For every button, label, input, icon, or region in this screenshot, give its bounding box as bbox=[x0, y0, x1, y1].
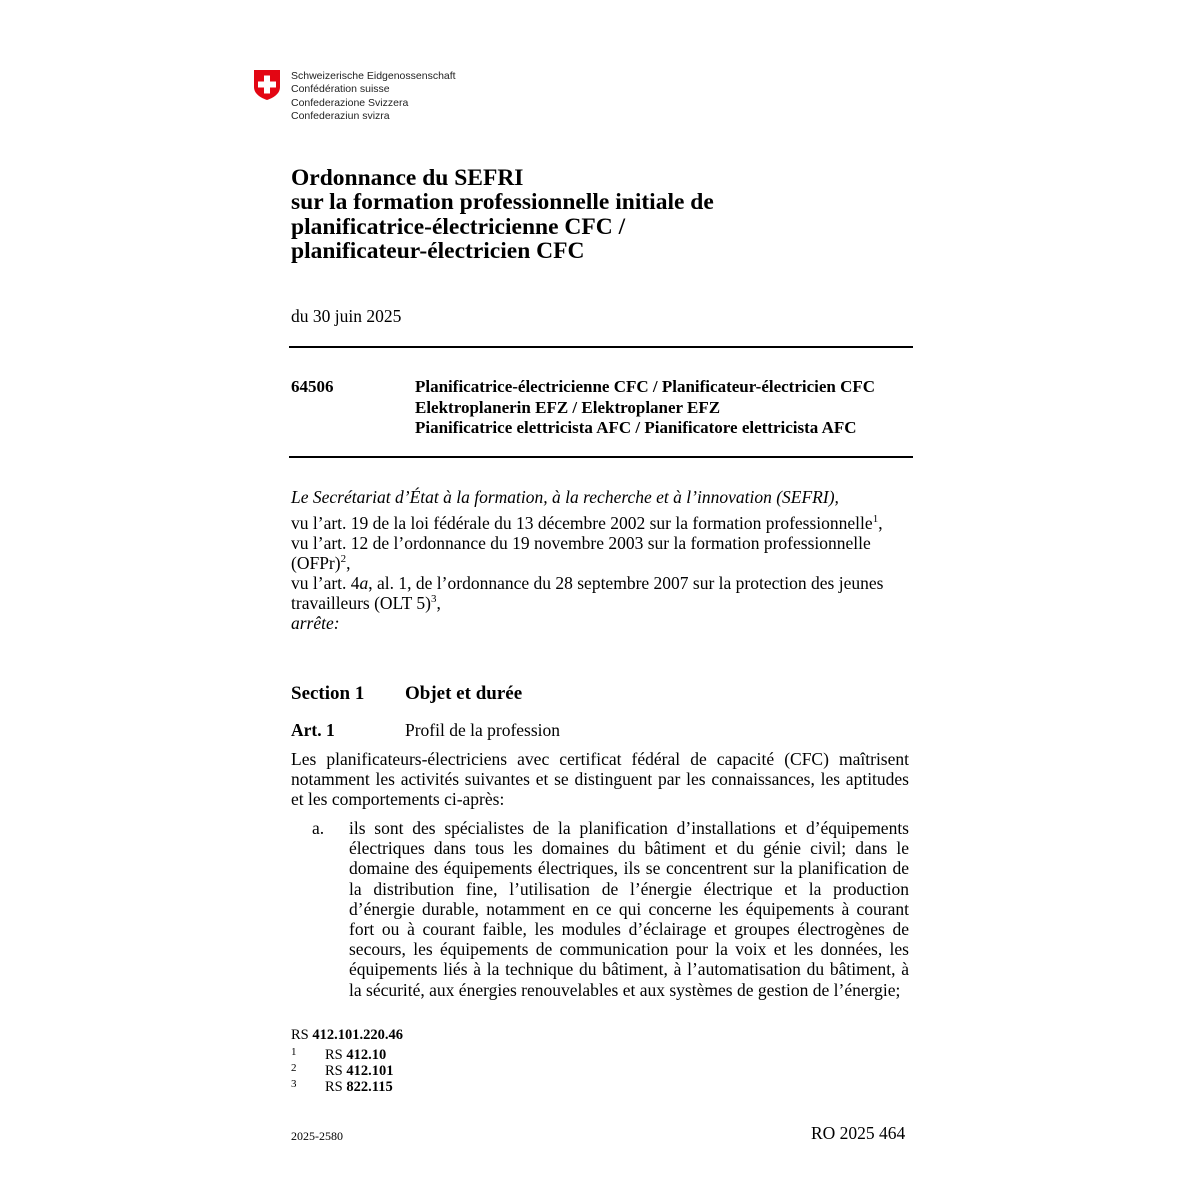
swiss-cross-logo bbox=[253, 69, 281, 101]
punct: , bbox=[436, 593, 441, 613]
footnote-ref[interactable]: 412.101 bbox=[346, 1063, 394, 1079]
confederation-it: Confederazione Svizzera bbox=[291, 96, 409, 109]
confederation-rm: Confederaziun svizra bbox=[291, 110, 390, 123]
footnote-number: 3 bbox=[291, 1078, 297, 1090]
section-title: Objet et durée bbox=[405, 683, 523, 704]
footnote-ref-2[interactable]: 2 bbox=[340, 553, 347, 566]
preamble-vu-3-text-b: , al. 1, de l’ordonnance du 28 septembre 2007 sur la protection des jeunes bbox=[368, 573, 884, 593]
footnote-number: 1 bbox=[291, 1046, 297, 1058]
profession-title-de: Elektroplanerin EFZ / Elektroplaner EFZ bbox=[415, 397, 721, 417]
preamble-vu-1 bbox=[291, 513, 911, 533]
footnote-3 bbox=[291, 1078, 393, 1096]
list-item-letter: a. bbox=[312, 818, 325, 838]
article-title: Profil de la profession bbox=[405, 720, 561, 740]
preamble-vu-2-line-1: vu l’art. 12 de l’ordonnance du 19 novembre 2003 sur la formation professionnelle bbox=[291, 533, 871, 553]
punct: , bbox=[346, 553, 351, 573]
document-date: du 30 juin 2025 bbox=[291, 306, 402, 326]
rs-number: 412.101.220.46 bbox=[312, 1027, 403, 1043]
preamble-vu-3-line-2 bbox=[291, 593, 911, 613]
document-number: 2025-2580 bbox=[291, 1129, 343, 1143]
title-line: Ordonnance du SEFRI bbox=[291, 165, 524, 191]
preamble-vu-1-text: vu l’art. 19 de la loi fédérale du 13 décembre 2002 sur la formation professionnelle bbox=[291, 513, 873, 533]
profession-title-fr: Planificatrice-électricienne CFC / Planificateur-électricien CFC bbox=[415, 377, 876, 396]
ro-reference: RO 2025 464 bbox=[811, 1123, 906, 1143]
title-line: planificateur-électricien CFC bbox=[291, 238, 585, 265]
footnote-ref[interactable]: 822.115 bbox=[346, 1079, 393, 1095]
title-line: planificatrice-électricienne CFC / bbox=[291, 213, 626, 240]
preamble-vu-2-text: (OFPr) bbox=[291, 553, 341, 573]
footnote-number: 2 bbox=[291, 1062, 297, 1074]
divider-bottom bbox=[289, 456, 913, 458]
footnote-ref-1[interactable]: 1 bbox=[872, 513, 879, 526]
punct: , bbox=[878, 513, 883, 533]
preamble-vu-3-italic: a bbox=[359, 573, 369, 593]
footnote-prefix: RS bbox=[325, 1079, 343, 1095]
preamble bbox=[291, 487, 911, 633]
rs-prefix: RS bbox=[291, 1027, 309, 1043]
title-line: sur la formation professionnelle initiale de bbox=[291, 189, 714, 216]
confederation-names bbox=[291, 70, 456, 124]
preamble-vu-3-text-a: vu l’art. 4 bbox=[291, 573, 360, 593]
article-intro: Les planificateurs-électriciens avec certificat fédéral de capacité (CFC) maîtrisent notamment les activités suivantes et se distinguent par les connaissances, les aptitudes et les comportements ci-après: bbox=[291, 749, 909, 810]
profession-titles bbox=[415, 377, 875, 439]
document-title bbox=[291, 166, 911, 264]
preamble-vu-2-line-2 bbox=[291, 553, 911, 573]
rs-reference bbox=[291, 1027, 403, 1044]
article-label: Art. 1 bbox=[291, 720, 335, 740]
footnote-ref[interactable]: 412.10 bbox=[346, 1047, 387, 1063]
profession-code: 64506 bbox=[291, 377, 334, 396]
preamble-vu-3-line-1 bbox=[291, 573, 911, 593]
confederation-de: Schweizerische Eidgenossenschaft bbox=[291, 70, 456, 82]
profession-title-it: Pianificatrice elettricista AFC / Pianificatore elettricista AFC bbox=[415, 418, 857, 437]
preamble-decree: arrête: bbox=[291, 613, 340, 633]
divider-top bbox=[289, 346, 913, 348]
confederation-fr: Confédération suisse bbox=[291, 83, 390, 96]
footnote-ref-3[interactable]: 3 bbox=[430, 593, 437, 606]
preamble-vu-3-text-c: travailleurs (OLT 5) bbox=[291, 593, 431, 613]
list-item-a: ils sont des spécialistes de la planification d’installations et d’équipements électriques dans tous les domaines du bâtiment et du génie civil; dans le domaine des équipements électriques, ils se concentrent sur la planification de la distribution fine, l’utilisation de l’énergie électrique et la production d’énergie durable, notamment en ce qui concerne les équipements à courant fort ou à courant faible, les modules d’éclairage et groupes électrogènes de secours, les équipements de communication pour la voix et les données, les équipements liés à la technique du bâtiment, à l’automatisation du bâtiment, à la sécurité, aux énergies renouvelables et aux systèmes de gestion de l’énergie; bbox=[349, 818, 909, 1000]
footnote-prefix: RS bbox=[325, 1063, 343, 1079]
section-label: Section 1 bbox=[291, 683, 365, 704]
footnote-prefix: RS bbox=[325, 1047, 343, 1063]
preamble-authority: Le Secrétariat d’État à la formation, à la recherche et à l’innovation (SEFRI), bbox=[291, 487, 839, 507]
